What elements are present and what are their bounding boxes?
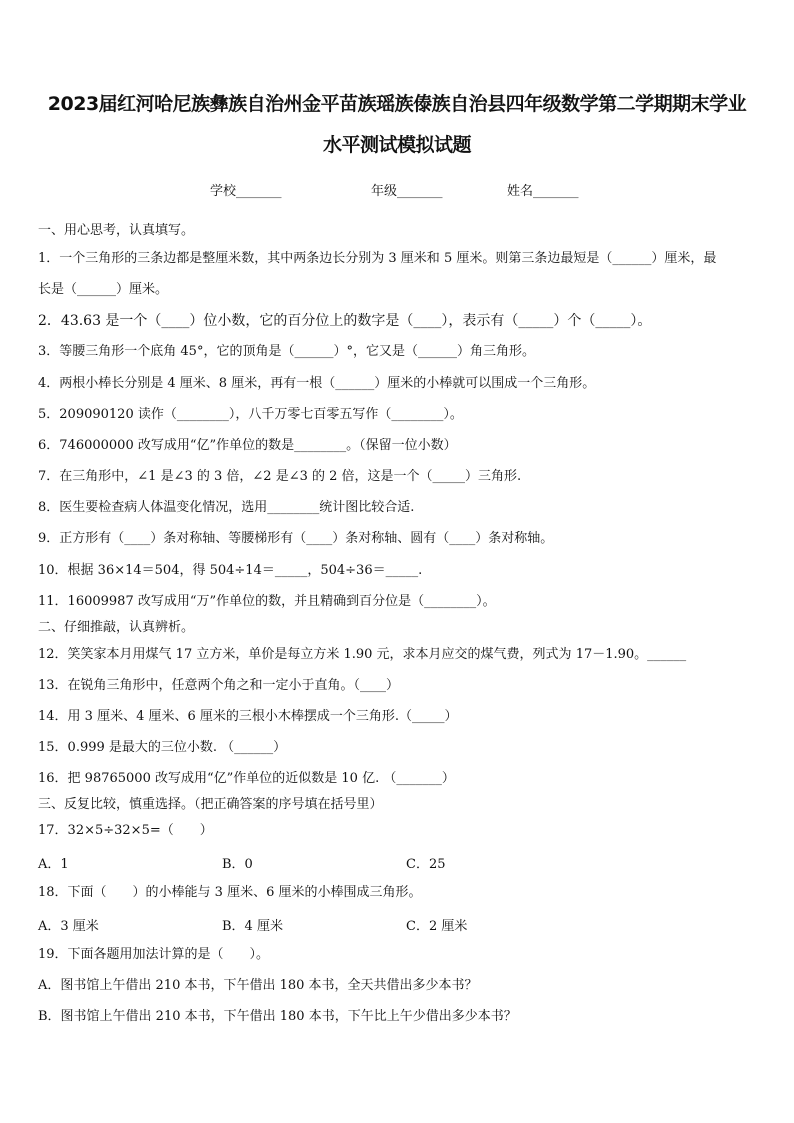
question-19-option-b: B．图书馆上午借出 210 本书，下午借出 180 本书，下午比上午少借出多少本书？ — [38, 1009, 517, 1024]
question-19-option-a: A．图书馆上午借出 210 本书，下午借出 180 本书，全天共借出多少本书？ — [38, 978, 478, 993]
question-8: 8．医生要检查病人体温变化情况，选用________统计图比较合适. — [38, 500, 415, 515]
question-17-option-a: A．1 — [38, 857, 69, 872]
question-17-option-b: B．0 — [222, 857, 253, 872]
question-12: 12．笑笑家本月用煤气 17 立方米，单价是每立方米 1.90 元，求本月应交的煤气费，列式为 17－1.90。______ — [38, 647, 687, 662]
question-18-option-a: A．3 厘米 — [38, 919, 99, 934]
question-3: 3．等腰三角形一个底角 45°，它的顶角是（______）°，它又是（______）角三角形。 — [38, 344, 535, 359]
question-18: 18．下面（ ）的小棒能与 3 厘米、6 厘米的小棒围成三角形。 — [38, 885, 422, 900]
exam-title-line-1: 2023届红河哈尼族彝族自治州金平苗族瑶族傣族自治县四年级数学第二学期期末学业 — [47, 93, 747, 115]
question-2: 2．43.63 是一个（____）位小数，它的百分位上的数字是（____），表示有（_____）个（_____）。 — [38, 313, 652, 329]
question-1-line-2: 长是（______）厘米。 — [38, 282, 169, 297]
question-19: 19．下面各题用加法计算的是（ ）。 — [38, 947, 270, 962]
question-6: 6．746000000 改写成用“亿”作单位的数是________。（保留一位小数） — [38, 438, 457, 453]
exam-title-line-2: 水平测试模拟试题 — [322, 134, 471, 156]
question-7: 7．在三角形中，∠1 是∠3 的 3 倍，∠2 是∠3 的 2 倍，这是一个（_____）三角形. — [38, 469, 522, 484]
question-9: 9．正方形有（____）条对称轴、等腰梯形有（____）条对称轴、圆有（____）条对称轴。 — [38, 531, 554, 546]
question-16: 16．把 98765000 改写成用“亿”作单位的近似数是 10 亿. （_______） — [38, 771, 455, 786]
question-13: 13．在锐角三角形中，任意两个角之和一定小于直角。（____） — [38, 678, 400, 693]
school-field: 学校_______ — [210, 184, 282, 199]
student-info-row — [0, 180, 794, 200]
question-11: 11．16009987 改写成用“万”作单位的数，并且精确到百分位是（________）。 — [38, 594, 496, 609]
question-17: 17．32×5÷32×5=（ ） — [38, 823, 213, 838]
question-18-option-c: C．2 厘米 — [406, 919, 468, 934]
section-3-heading: 三、反复比较，慎重选择。（把正确答案的序号填在括号里） — [38, 797, 383, 812]
question-5: 5．209090120 读作（________），八千万零七百零五写作（________）。 — [38, 407, 463, 422]
section-1-heading: 一、用心思考，认真填写。 — [38, 223, 195, 238]
name-field: 姓名_______ — [507, 184, 579, 199]
question-18-option-b: B．4 厘米 — [222, 919, 283, 934]
question-1-line-1: 1．一个三角形的三条边都是整厘米数，其中两条边长分别为 3 厘米和 5 厘米。则第三条边最短是（______）厘米，最 — [38, 251, 717, 266]
question-15: 15．0.999 是最大的三位小数. （______） — [38, 740, 287, 755]
question-4: 4．两根小棒长分别是 4 厘米、8 厘米，再有一根（______）厘米的小棒就可以围成一个三角形。 — [38, 376, 596, 391]
question-14: 14．用 3 厘米、4 厘米、6 厘米的三根小木棒摆成一个三角形.（_____） — [38, 709, 458, 724]
grade-field: 年级_______ — [371, 184, 443, 199]
question-10: 10．根据 36×14＝504，得 504÷14＝_____，504÷36＝_____. — [38, 563, 423, 578]
question-17-option-c: C．25 — [406, 857, 446, 872]
section-2-heading: 二、仔细推敲，认真辨析。 — [38, 620, 195, 635]
